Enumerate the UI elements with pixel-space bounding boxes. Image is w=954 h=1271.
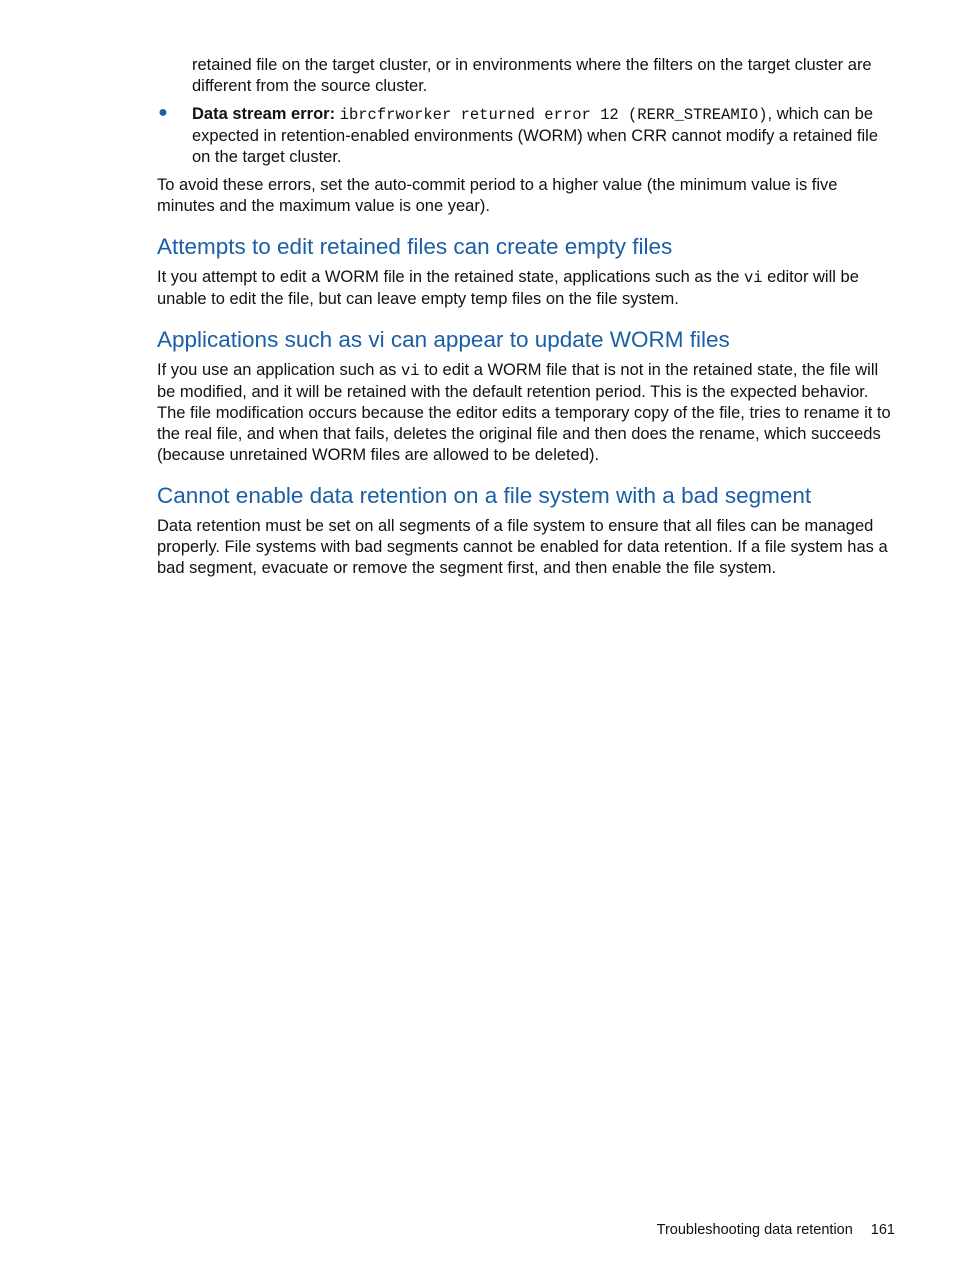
page-footer: [657, 1222, 895, 1238]
section-heading-empty-files: Attempts to edit retained files can create empty files: [157, 234, 673, 259]
body-text: to edit a WORM file that is not in the retained state, the file will be modified, and it will be retained with the default retention period. This is the expected behavior. The file modification occurs because the editor edits a temporary copy of the file, tries to rename it to the real file, and when that fails, deletes the original file and then does the rename, which succeeds (because unretained WORM files are allowed to be deleted).: [157, 361, 891, 464]
inline-code: vi: [743, 269, 763, 287]
avoid-errors-paragraph: To avoid these errors, set the auto-commit period to a higher value (the minimum value is five minutes and the maximum value is one year).: [157, 176, 838, 215]
list-item: [158, 104, 899, 168]
page-content: [157, 55, 899, 579]
inline-code: vi: [401, 362, 420, 380]
error-code: ibrcfrworker returned error 12 (RERR_STREAMIO): [339, 106, 768, 124]
section-body-vi-update: [157, 360, 899, 466]
section-body-empty-files: [157, 267, 899, 310]
body-text: If you use an application such as: [157, 361, 401, 379]
list-item-text: [192, 104, 899, 168]
section-body-bad-segment: Data retention must be set on all segments of a file system to ensure that all files can be managed properly. File systems with bad segments cannot be enabled for data retention. If a file system has a bad segment, evacuate or remove the segment first, and then enable the file system.: [157, 517, 888, 577]
continued-list-text: retained file on the target cluster, or in environments where the filters on the target cluster are different from the source cluster.: [192, 56, 872, 95]
footer-section-title: Troubleshooting data retention: [656, 1222, 853, 1238]
section-heading-bad-segment: Cannot enable data retention on a file system with a bad segment: [157, 483, 812, 508]
body-text: It you attempt to edit a WORM file in the retained state, applications such as the: [157, 268, 744, 286]
page-number: 161: [870, 1222, 895, 1238]
section-heading-vi-update: Applications such as vi can appear to update WORM files: [157, 327, 730, 352]
bullet-icon: ●: [158, 104, 168, 121]
list-item-label: Data stream error:: [192, 105, 336, 123]
body-text: editor will be unable to edit the file, but can leave empty temp files on the file system.: [157, 268, 859, 308]
list-item-description: , which can be expected in retention-enabled environments (WORM) when CRR cannot modify a retained file on the target cluster.: [192, 105, 878, 166]
